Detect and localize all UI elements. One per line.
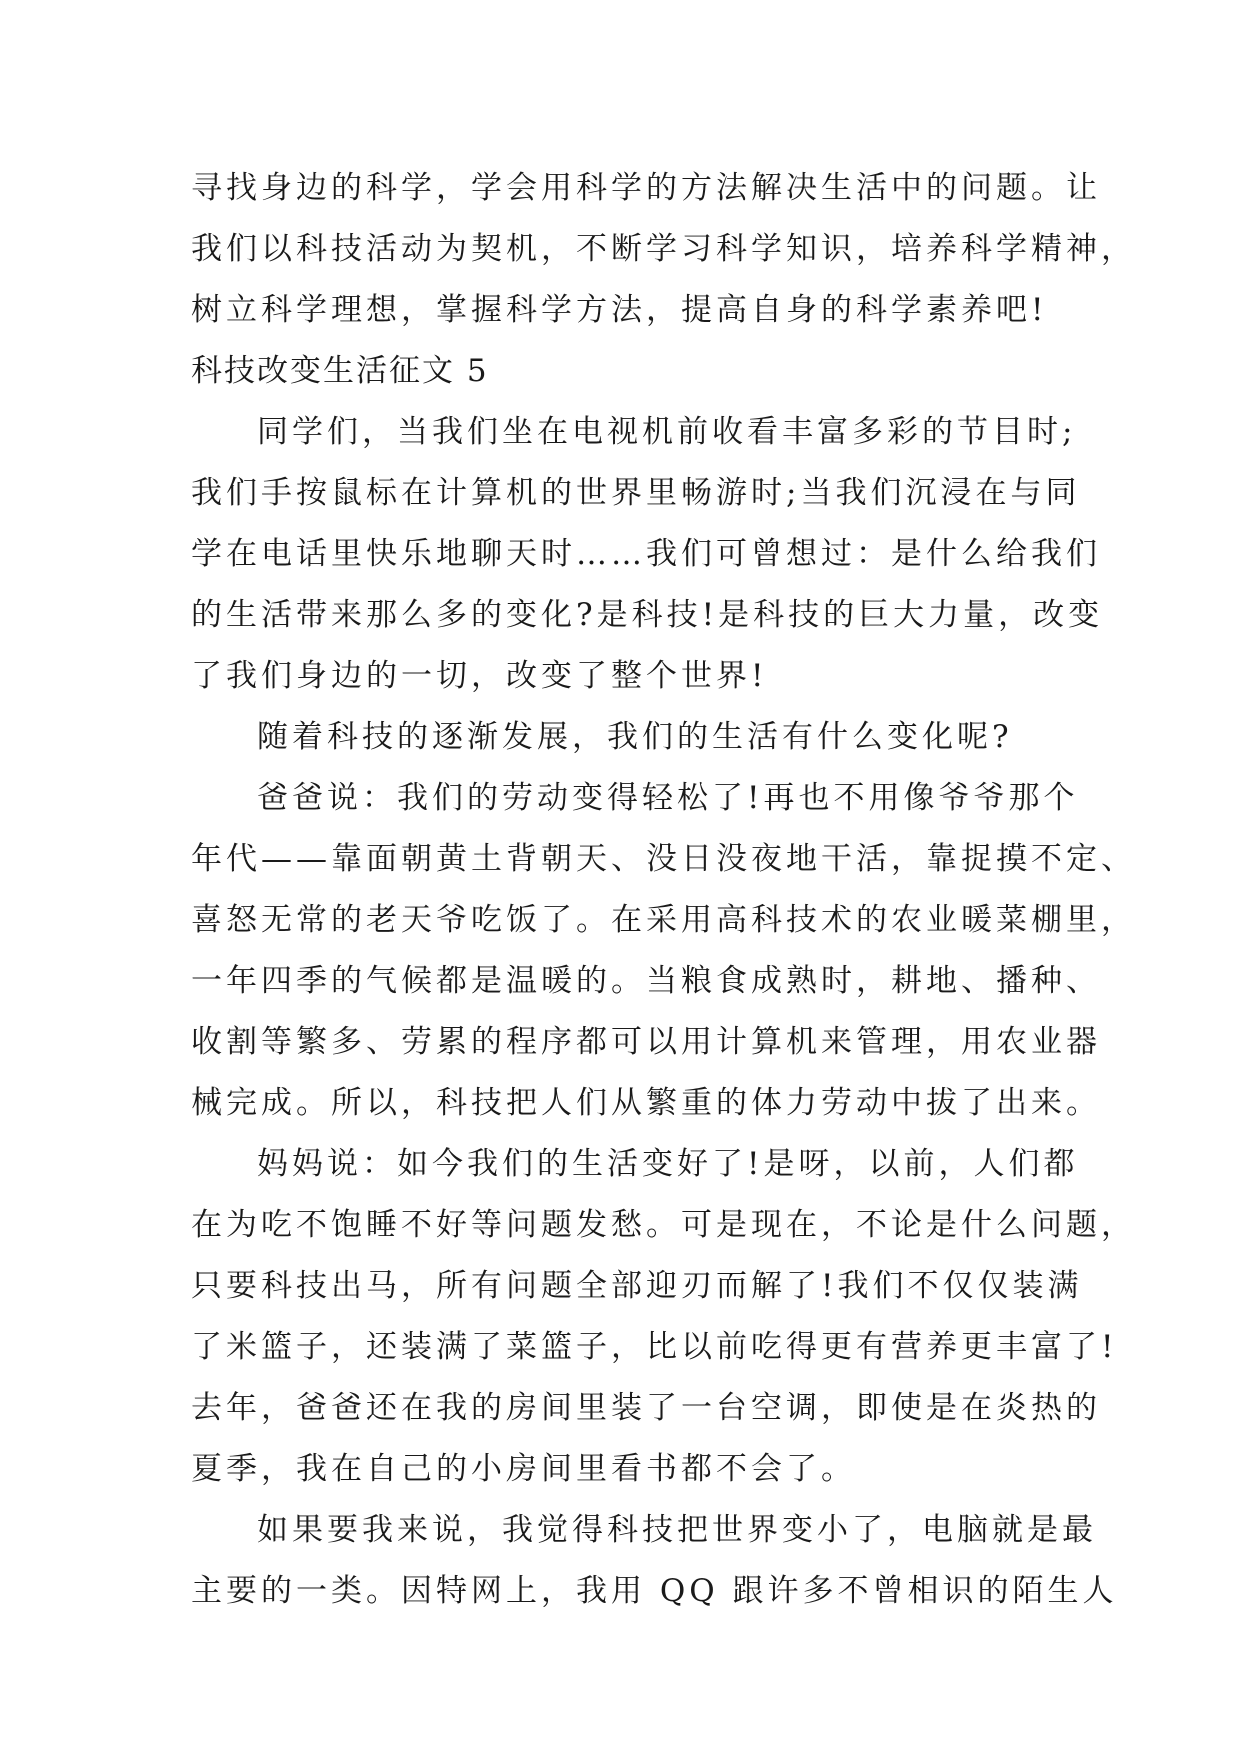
text-line: 收割等繁多、劳累的程序都可以用计算机来管理，用农业器 <box>191 1024 1101 1060</box>
text-line: 械完成。所以，科技把人们从繁重的体力劳动中拔了出来。 <box>191 1085 1101 1121</box>
paragraph-first-line: 随着科技的逐渐发展，我们的生活有什么变化呢? <box>257 719 1013 755</box>
text-line: 只要科技出马，所有问题全部迎刃而解了!我们不仅仅装满 <box>191 1268 1083 1304</box>
text-line: 主要的一类。因特网上，我用 QQ 跟许多不曾相识的陌生人 <box>191 1573 1118 1609</box>
text-line: 年代——靠面朝黄土背朝天、没日没夜地干活，靠捉摸不定、 <box>191 841 1136 877</box>
text-line: 了米篮子，还装满了菜篮子，比以前吃得更有营养更丰富了! <box>191 1329 1118 1365</box>
paragraph-first-line: 如果要我来说，我觉得科技把世界变小了，电脑就是最 <box>257 1512 1097 1548</box>
text-line: 我们以科技活动为契机，不断学习科学知识，培养科学精神， <box>191 231 1136 267</box>
text-line: 喜怒无常的老天爷吃饭了。在采用高科技术的农业暖菜棚里， <box>191 902 1136 938</box>
text-line: 在为吃不饱睡不好等问题发愁。可是现在，不论是什么问题， <box>191 1207 1136 1243</box>
article-body <box>191 158 1136 1622</box>
text-line: 一年四季的气候都是温暖的。当粮食成熟时，耕地、播种、 <box>191 963 1101 999</box>
paragraph-first-line: 同学们，当我们坐在电视机前收看丰富多彩的节目时; <box>257 414 1077 450</box>
paragraph-first-line: 妈妈说：如今我们的生活变好了!是呀，以前，人们都 <box>257 1146 1079 1182</box>
text-line: 树立科学理想，掌握科学方法，提高自身的科学素养吧! <box>191 292 1048 328</box>
text-line: 的生活带来那么多的变化?是科技!是科技的巨大力量，改变 <box>191 597 1104 633</box>
paragraph-first-line: 爸爸说：我们的劳动变得轻松了!再也不用像爷爷那个 <box>257 780 1079 816</box>
text-line: 夏季，我在自己的小房间里看书都不会了。 <box>191 1451 856 1487</box>
text-line: 寻找身边的科学，学会用科学的方法解决生活中的问题。让 <box>191 170 1101 206</box>
text-line: 了我们身边的一切，改变了整个世界! <box>191 658 768 694</box>
text-line: 去年，爸爸还在我的房间里装了一台空调，即使是在炎热的 <box>191 1390 1101 1426</box>
text-line: 学在电话里快乐地聊天时……我们可曾想过：是什么给我们 <box>191 536 1101 572</box>
section-heading: 科技改变生活征文 5 <box>191 353 489 389</box>
text-line: 我们手按鼠标在计算机的世界里畅游时;当我们沉浸在与同 <box>191 475 1081 511</box>
